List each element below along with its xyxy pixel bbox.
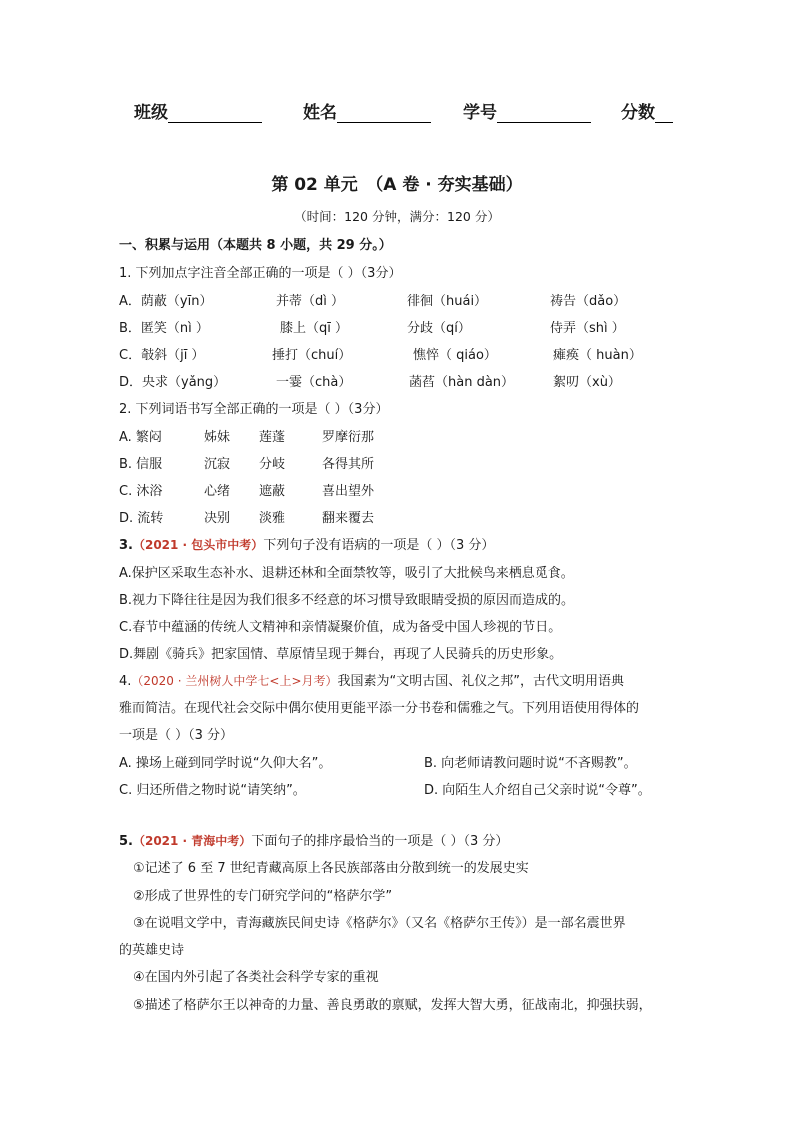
q4-option-d: D. 向陌生人介绍自己父亲时说“令尊”。	[424, 783, 651, 798]
q2-option-a: A. 繁闷	[119, 430, 162, 445]
name-label: 姓名	[303, 103, 337, 123]
name-field	[303, 98, 431, 123]
q5-item-4: ④在国内外引起了各类社会科学专家的重视	[133, 970, 379, 985]
q4-source-tag: （2020 · 兰州树人中学七<上>月考）	[131, 674, 338, 688]
q1-option-b-3: 分歧（qí）	[407, 321, 471, 336]
id-blank[interactable]	[497, 104, 591, 123]
section-heading: 一、积累与运用（本题共 8 小题，共 29 分。）	[119, 238, 392, 253]
q1-option-c-2: 捶打（chuí）	[272, 348, 352, 363]
q3-number: 3.	[119, 538, 133, 553]
q1-option-a-2: 并蒂（dì ）	[276, 294, 344, 309]
q2-option-a-2: 姊妹	[204, 430, 231, 445]
score-field	[621, 98, 673, 123]
q5-item-1: ①记述了 6 至 7 世纪青藏高原上各民族部落由分散到统一的发展史实	[133, 861, 529, 876]
q1-option-b: B．匿笑（nì ）	[119, 321, 209, 336]
q1-option-b-4: 侍弄（shì ）	[550, 321, 625, 336]
q5-stem	[119, 830, 508, 849]
id-label: 学号	[463, 103, 497, 123]
score-label: 分数	[621, 103, 655, 123]
q4-stem-line1	[119, 670, 624, 689]
q4-question-part1: 我国素为“文明古国、礼仪之邦”，古代文明用语典	[337, 674, 624, 689]
q1-option-d-3: 菡萏（hàn dàn）	[409, 375, 515, 390]
q5-item-5: ⑤描述了格萨尔王以神奇的力量、善良勇敢的禀赋，发挥大智大勇，征战南北，抑强扶弱，	[133, 998, 652, 1013]
q5-number: 5.	[119, 834, 133, 849]
q3-option-d: D.舞剧《骑兵》把家国情、草原情呈现于舞台，再现了人民骑兵的历史形象。	[119, 647, 563, 662]
q1-option-a-4: 祷告（dǎo）	[550, 294, 627, 309]
q4-option-a: A. 操场上碰到同学时说“久仰大名”。	[119, 756, 332, 771]
q3-question: 下列句子没有语病的一项是（ ）（3 分）	[263, 538, 495, 553]
q2-option-d: D. 流转	[119, 511, 164, 526]
id-field	[463, 98, 591, 123]
q1-option-d: D．央求（yǎng）	[119, 375, 227, 390]
q2-option-c: C. 沐浴	[119, 484, 163, 499]
q2-option-d-3: 淡雅	[259, 511, 286, 526]
q4-number: 4.	[119, 674, 132, 689]
page-title: 第 02 单元 （A 卷 · 夯实基础）	[271, 175, 523, 195]
q2-option-b: B. 信服	[119, 457, 163, 472]
q1-stem: 1. 下列加点字注音全部正确的一项是（ ）（3分）	[119, 266, 402, 281]
q2-option-b-4: 各得其所	[322, 457, 375, 472]
q2-option-d-2: 决别	[204, 511, 231, 526]
q5-item-2: ②形成了世界性的专门研究学问的“格萨尔学”	[133, 889, 393, 904]
q2-option-b-2: 沉寂	[204, 457, 231, 472]
q2-option-c-2: 心绪	[204, 484, 231, 499]
q3-source-tag: （2021 · 包头市中考）	[132, 538, 264, 552]
q3-option-a: A.保护区采取生态补水、退耕还林和全面禁牧等，吸引了大批候鸟来栖息觅食。	[119, 566, 574, 581]
q4-option-b: B. 向老师请教问题时说“不吝赐教”。	[424, 756, 637, 771]
q5-question: 下面句子的排序最恰当的一项是（ ）（3 分）	[251, 834, 509, 849]
name-blank[interactable]	[337, 104, 431, 123]
q2-option-d-4: 翻来覆去	[322, 511, 375, 526]
q1-option-a-3: 徘徊（huái）	[407, 294, 488, 309]
class-label: 班级	[134, 103, 168, 123]
class-blank[interactable]	[168, 104, 262, 123]
q5-source-tag: （2021 · 青海中考）	[132, 834, 252, 848]
page-subtitle: （时间：120 分钟，满分：120 分）	[294, 209, 500, 224]
q1-option-c: C．攲斜（jī ）	[119, 348, 205, 363]
q1-option-d-4: 絮叨（xù）	[553, 375, 621, 390]
q5-item-3-cont: 的英雄史诗	[119, 943, 185, 958]
q1-option-c-4: 瘫痪（ huàn）	[553, 348, 642, 363]
class-field	[134, 98, 262, 123]
q2-option-c-4: 喜出望外	[322, 484, 375, 499]
score-blank[interactable]	[655, 104, 673, 123]
q3-stem	[119, 534, 494, 553]
q5-item-3: ③在说唱文学中，青海藏族民间史诗《格萨尔》（又名《格萨尔王传》）是一部名震世界	[133, 916, 626, 931]
q3-option-b: B.视力下降往往是因为我们很多不经意的坏习惯导致眼睛受损的原因而造成的。	[119, 593, 575, 608]
q3-option-c: C.春节中蕴涵的传统人文精神和亲情凝聚价值，成为备受中国人珍视的节日。	[119, 620, 562, 635]
q2-stem: 2. 下列词语书写全部正确的一项是（ ）（3分）	[119, 402, 389, 417]
q1-option-a: A．荫蔽（yīn）	[119, 294, 213, 309]
q4-stem-line2: 雅而简洁。在现代社会交际中偶尔使用更能平添一分书卷和儒雅之气。下列用语使用得体的	[119, 701, 640, 716]
q1-option-c-3: 憔悴（ qiáo）	[413, 348, 497, 363]
q2-option-a-3: 莲蓬	[259, 430, 286, 445]
q1-option-d-2: 一霎（chà）	[276, 375, 352, 390]
q2-option-a-4: 罗摩衍那	[322, 430, 375, 445]
q2-option-c-3: 遮蔽	[259, 484, 286, 499]
q1-option-b-2: 膝上（qī ）	[280, 321, 348, 336]
q4-stem-line3: 一项是（ ）（3 分）	[119, 728, 234, 743]
q2-option-b-3: 分岐	[259, 457, 286, 472]
q4-option-c: C. 归还所借之物时说“请笑纳”。	[119, 783, 306, 798]
